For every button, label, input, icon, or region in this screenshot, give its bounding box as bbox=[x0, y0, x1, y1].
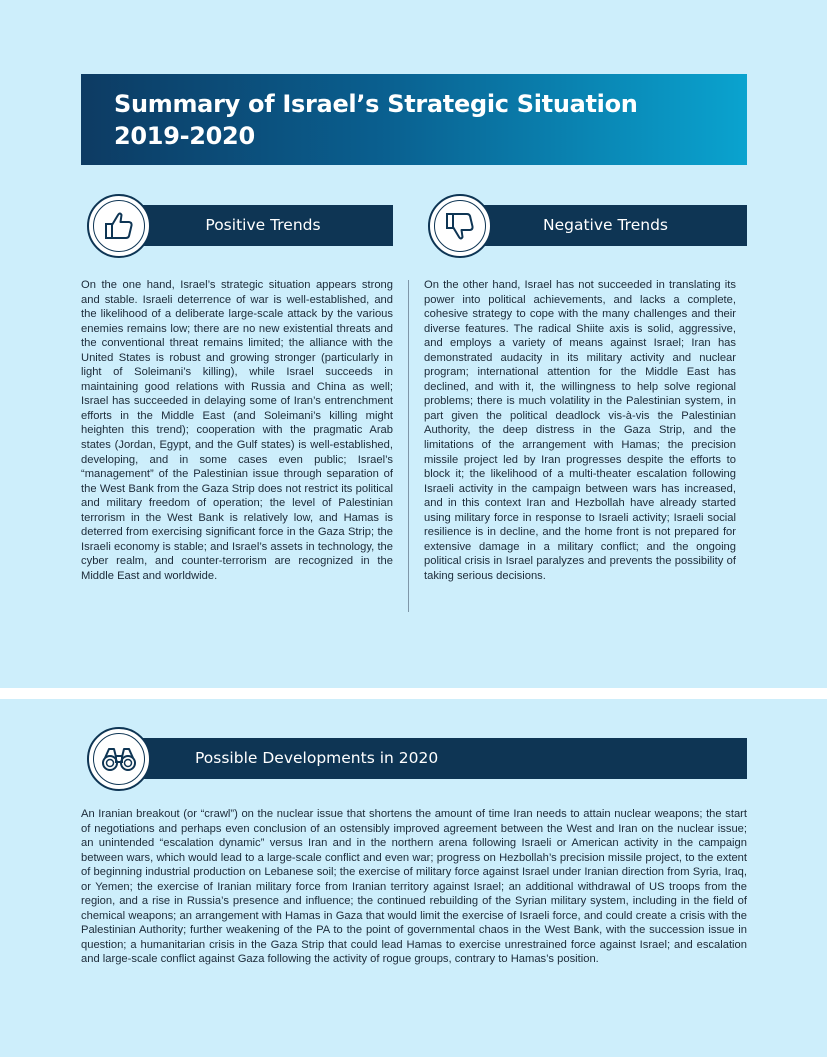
thumbs-up-icon bbox=[87, 194, 151, 258]
negative-trends-text: On the other hand, Israel has not succeeded in translating its power into political achievements, and lacks a complete, cohesive strategy to cope with the many challenges and their diverse features. The radical Shiite axis is solid, aggressive, and employs a variety of means against Israel; Iran has demonstrated audacity in its military activity and nuclear program; international attention for the Middle East has declined, and with it, the willingness to help solve regional problems; there is much volatility in the Palestinian system, in part given the political deadlock vis-à-vis the Palestinian Authority, the deep distress in the Gaza Strip, and the limitations of the arrangement with Hamas; the precision missile project led by Iran progresses despite the efforts to block it; the likelihood of a multi-theater escalation following Israeli activity in the campaign between wars has increased, and in this context Iran and Hezbollah have already started using military force in response to Israeli activity; Israeli social resilience is in decline, and the home front is not prepared for extensive damage in a military conflict; and the ongoing political crisis in Israel paralyzes and prevents the possibility of taking serious decisions. bbox=[424, 279, 736, 582]
positive-trends-bar bbox=[111, 205, 393, 246]
page-title-line1: Summary of Israel’s Strategic Situation bbox=[114, 90, 638, 118]
section-divider bbox=[0, 688, 827, 699]
developments-heading: Possible Developments in 2020 bbox=[195, 749, 439, 767]
positive-trends-text: On the one hand, Israel’s strategic situation appears strong and stable. Israeli deterrence of war is well-established, and the likelihood of a deliberate large-scale attack by the various enemies remains low; there are no new existential threats and the conventional threat remains limited; the alliance with the United States is robust and growing stronger (particularly in light of Soleimani’s killing), while Israel succeeds in maintaining good relations with Russia and China as well; Israel has succeeded in delaying some of Iran’s entrenchment efforts in the Middle East (and Soleimani’s killing might heighten this trend); cooperation with the pragmatic Arab states (Jordan, Egypt, and the Gulf states) is well-established, developing, and in some cases even public; Israel’s “management” of the Palestinian issue through separation of the West Bank from the Gaza Strip does not restrict its political and military freedom of operation; the level of Palestinian terrorism in the West Bank is relatively low, and Hamas is deterred from exercising significant force in the Gaza Strip; the Israeli economy is stable; and Israel’s assets in technology, the cyber realm, and counter-terrorism are recognized in the Middle East and worldwide. bbox=[81, 279, 393, 582]
column-separator bbox=[408, 280, 409, 612]
negative-trends-bar bbox=[452, 205, 747, 246]
positive-trends-heading: Positive Trends bbox=[205, 216, 321, 234]
developments-bar bbox=[111, 738, 747, 779]
page-title-line2: 2019-2020 bbox=[114, 122, 255, 150]
thumbs-down-icon bbox=[428, 194, 492, 258]
binoculars-icon bbox=[87, 727, 151, 791]
negative-trends-heading: Negative Trends bbox=[543, 216, 668, 234]
developments-text: An Iranian breakout (or “crawl”) on the nuclear issue that shortens the amount of time Iran needs to attain nuclear weapons; the start of negotiations and perhaps even conclusion of an ostensibly improved agreement between the West and Iran on the nuclear issue; an unintended “escalation dynamic” versus Iran and in the northern arena following Israeli or American activity in the campaign between wars, which would lead to a large-scale conflict and even war; progress on Hezbollah’s precision missile project, to the extent of beginning industrial production on Lebanese soil; the exercise of military force against Israel under Iranian direction from Syria, Iraq, or Yemen; the exercise of Iranian military force from Iranian territory against Israel; an additional withdrawal of US troops from the region, and a rise in Russia’s presence and influence; the continued rebuilding of the Syrian military system, including in the field of chemical weapons; an arrangement with Hamas in Gaza that would limit the exercise of Israeli force, and could create a crisis with the Palestinian Authority; further weakening of the PA to the point of governmental chaos in the West Bank, with the succession issue in question; a humanitarian crisis in the Gaza Strip that could lead Hamas to exercise unrestrained force against Israel; and escalation and large-scale conflict against Gaza following the activity of rogue groups, contrary to Hamas’s position. bbox=[81, 808, 747, 966]
title-banner bbox=[81, 74, 747, 165]
